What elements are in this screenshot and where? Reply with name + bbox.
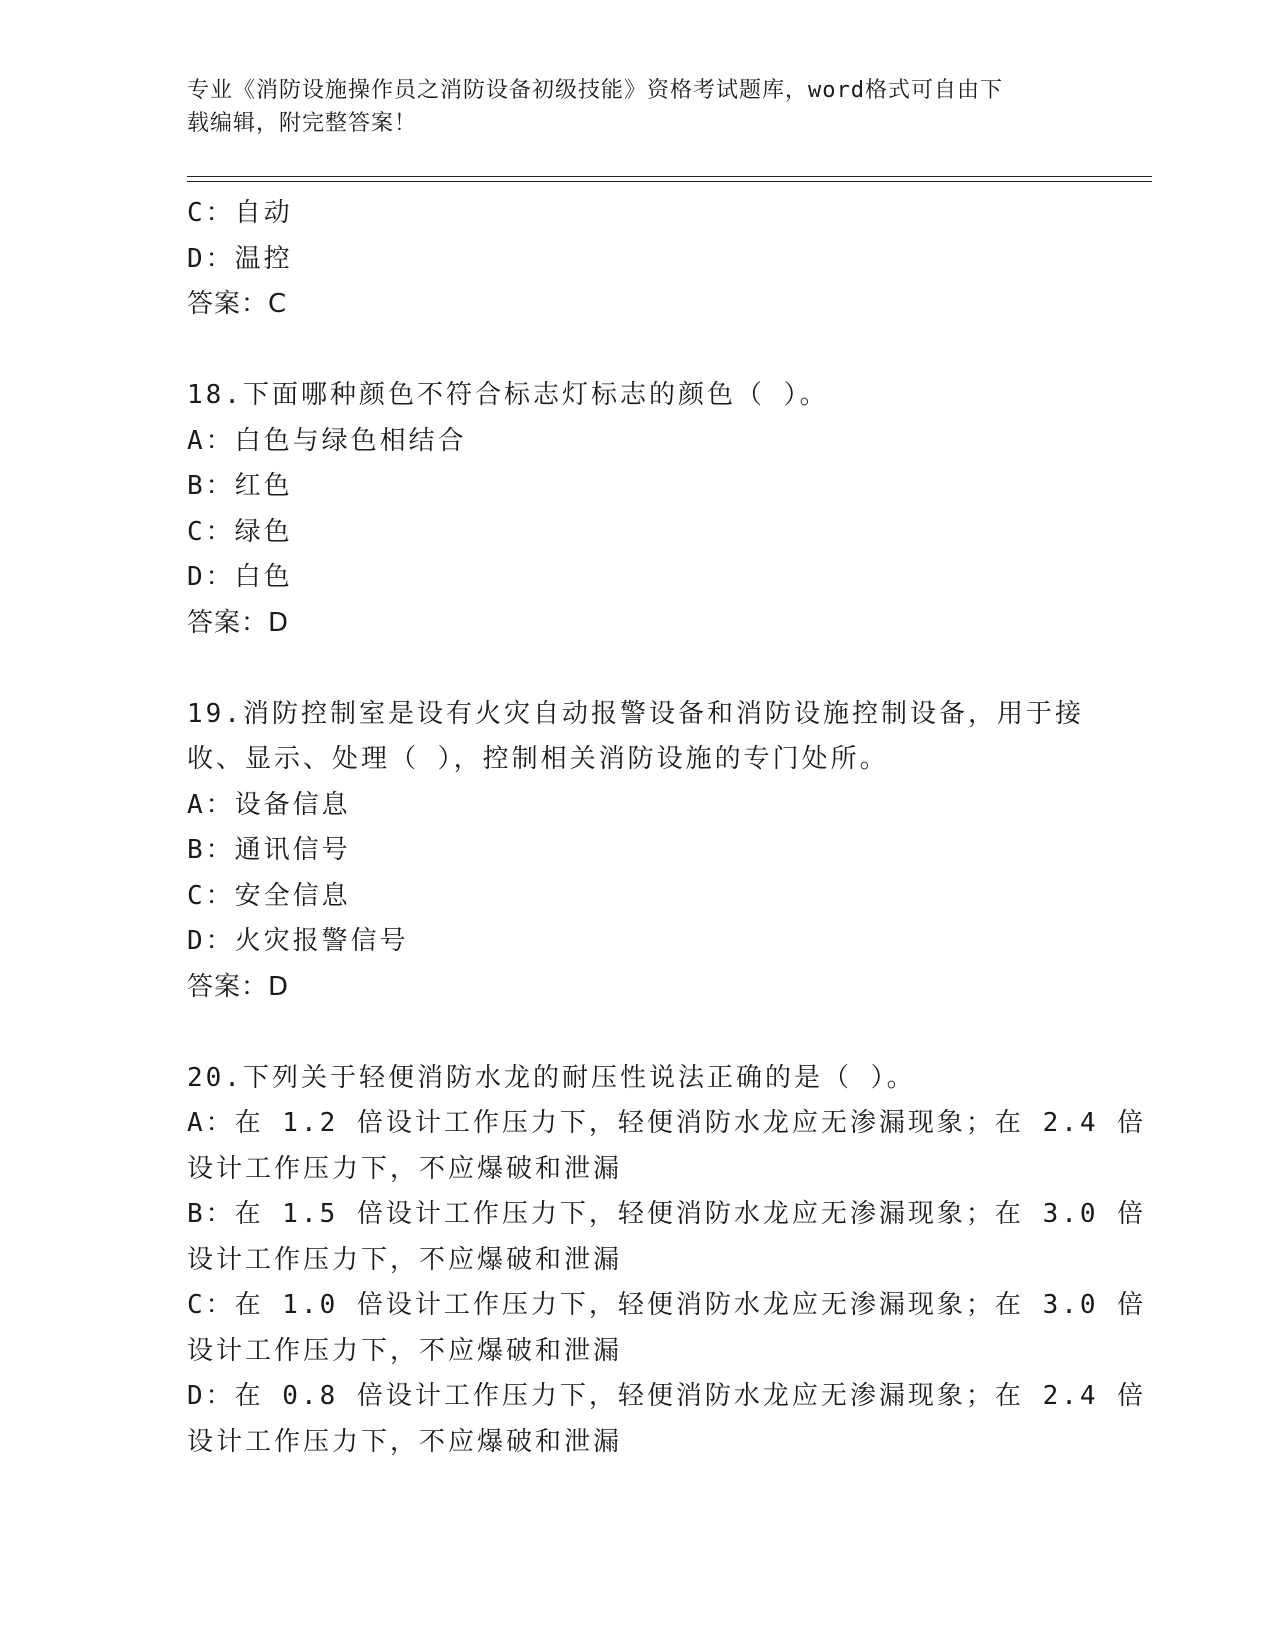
- header-line: 专业《消防设施操作员之消防设备初级技能》资格考试题库，word格式可自由下: [187, 78, 1003, 103]
- header-divider: [187, 181, 1152, 182]
- option-d: D：温控: [187, 243, 293, 274]
- question-18: [187, 373, 1087, 646]
- option-b: B：红色: [187, 471, 293, 501]
- header-line: 载编辑，附完整答案！: [187, 111, 418, 136]
- header-divider: [187, 176, 1152, 177]
- question-text: 19.消防控制室是设有火灾自动报警设备和消防设施控制设备，用于接: [187, 698, 1084, 729]
- option-a: 设计工作压力下，不应爆破和泄漏: [187, 1153, 623, 1184]
- question-content: [187, 191, 1147, 1465]
- option-a: A：白色与绿色相结合: [187, 425, 467, 456]
- question-20: [187, 1056, 1147, 1466]
- question-text: 18.下面哪种颜色不符合标志灯标志的颜色（ ）。: [187, 380, 829, 410]
- question-text: 收、显示、处理（ ），控制相关消防设施的专门处所。: [187, 744, 889, 774]
- page-header: [187, 74, 1067, 140]
- answer-line: 答案：C: [187, 289, 288, 319]
- option-c: C：在 1.0 倍设计工作压力下，轻便消防水龙应无渗漏现象；在 3.0 倍: [187, 1290, 1147, 1320]
- option-c: C：绿色: [187, 516, 293, 547]
- option-d: D：在 0.8 倍设计工作压力下，轻便消防水龙应无渗漏现象；在 2.4 倍: [187, 1381, 1147, 1411]
- option-d: D：火灾报警信号: [187, 926, 409, 956]
- option-c: 设计工作压力下，不应爆破和泄漏: [187, 1335, 623, 1366]
- option-c: C：安全信息: [187, 880, 351, 911]
- option-a: A：设备信息: [187, 789, 351, 820]
- option-b: B：在 1.5 倍设计工作压力下，轻便消防水龙应无渗漏现象；在 3.0 倍: [187, 1199, 1147, 1229]
- option-b: 设计工作压力下，不应爆破和泄漏: [187, 1244, 623, 1275]
- question-text: 20.下列关于轻便消防水龙的耐压性说法正确的是（ ）。: [187, 1062, 916, 1093]
- answer-line: 答案：D: [187, 971, 290, 1002]
- option-c: C：自动: [187, 198, 293, 228]
- option-b: B：通讯信号: [187, 835, 351, 865]
- option-a: A：在 1.2 倍设计工作压力下，轻便消防水龙应无渗漏现象；在 2.4 倍: [187, 1108, 1147, 1138]
- option-d: 设计工作压力下，不应爆破和泄漏: [187, 1426, 623, 1457]
- option-d: D：白色: [187, 562, 293, 592]
- question-19: [187, 692, 1087, 1011]
- answer-line: 答案：D: [187, 607, 290, 638]
